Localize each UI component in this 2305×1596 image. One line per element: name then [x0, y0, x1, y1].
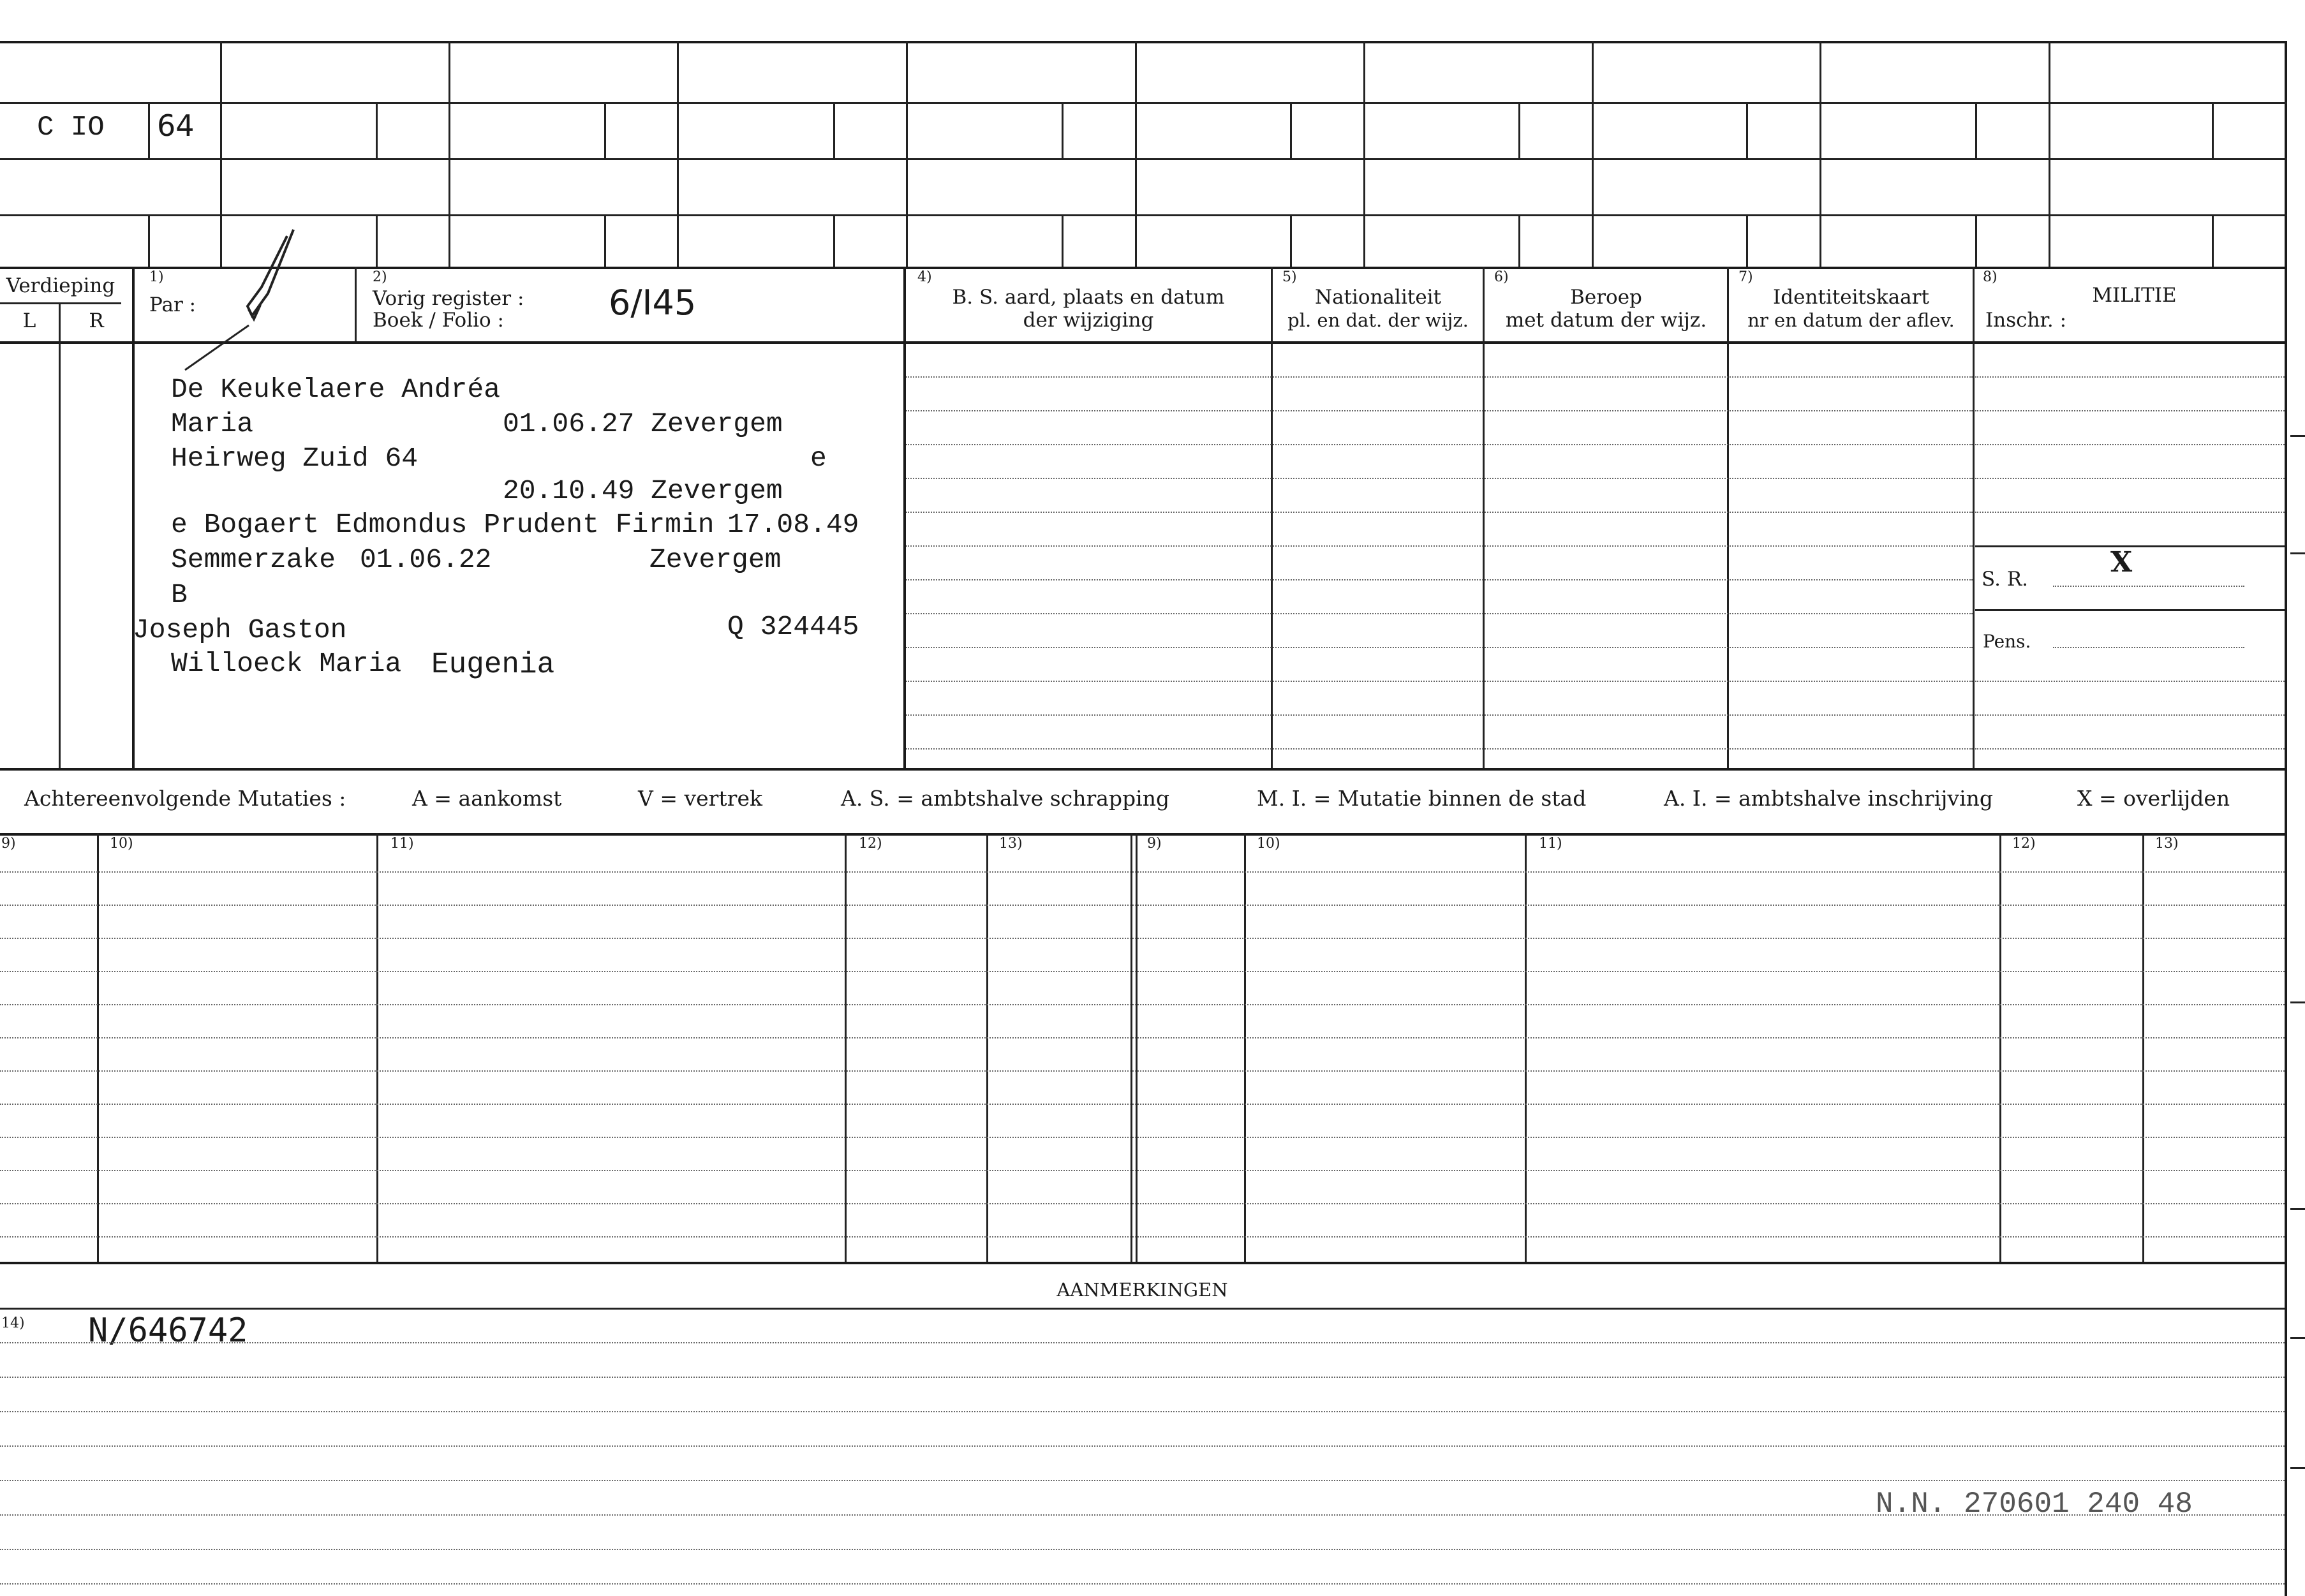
left-label: L: [22, 309, 36, 332]
right-border: [2285, 41, 2287, 1596]
aanmerkingen-header-line: [0, 1308, 2285, 1310]
person-line4: 20.10.49 Zevergem: [503, 475, 783, 506]
person-line2-birth: 01.06.27 Zevergem: [503, 408, 783, 440]
mut-col-12a: 12): [859, 836, 882, 852]
par-label: Par :: [149, 293, 196, 316]
col7-line1: Identiteitskaart: [1773, 286, 1929, 309]
mut-col-13b: 13): [2155, 836, 2179, 852]
person-line6-city: Zevergem: [649, 544, 782, 575]
col2-num: 2): [373, 269, 387, 285]
col6-num: 6): [1494, 269, 1509, 285]
legend-as: A. S. = ambtshalve schrapping: [841, 786, 1170, 811]
aanmerkingen-value: N/646742: [88, 1312, 248, 1350]
legend-mi: M. I. = Mutatie binnen de stad: [1257, 786, 1587, 811]
mut-col-9a: 9): [1, 836, 16, 852]
pens-line: [2053, 647, 2244, 648]
col7-line2: nr en datum der aflev.: [1747, 309, 1955, 331]
mut-col-11a: 11): [390, 836, 414, 852]
col1-num: 1): [149, 269, 164, 285]
vorig-register-label: Vorig register :: [373, 287, 524, 310]
legend-v: V = vertrek: [638, 786, 762, 811]
mut-col-10a: 10): [110, 836, 133, 852]
person-line3-mark: e: [810, 443, 827, 474]
legend-x: X = overlijden: [2077, 786, 2230, 811]
person-line5-name: e Bogaert Edmondus Prudent Firmin: [171, 509, 715, 540]
sr-line: [2053, 586, 2244, 587]
top-number: 64: [157, 108, 195, 143]
col6-line1: Beroep: [1570, 286, 1642, 309]
person-line9-name: Willoeck Maria: [171, 648, 402, 679]
col5-num: 5): [1282, 269, 1297, 285]
national-number: N.N. 270601 240 48: [1876, 1488, 2193, 1521]
person-line2-name: Maria: [171, 408, 254, 440]
col6-line2: met datum der wijz.: [1505, 309, 1707, 332]
mutations-top-line: [0, 833, 2287, 836]
lr-divider: [59, 302, 61, 769]
right-label: R: [89, 309, 104, 332]
mut-col-13a: 13): [999, 836, 1023, 852]
top-grid: [0, 0, 2305, 268]
person-line1: De Keukelaere Andréa: [171, 374, 501, 405]
legend-title: Achtereenvolgende Mutaties :: [24, 786, 346, 811]
col4-line2: der wijziging: [1023, 309, 1154, 332]
mut-col-12b: 12): [2012, 836, 2036, 852]
boek-folio-label: Boek / Folio :: [373, 309, 504, 332]
col7-line: [1727, 267, 1729, 769]
register-value: 6/I45: [609, 283, 697, 323]
pen-sketch: [172, 223, 313, 376]
col6-line: [1483, 267, 1485, 769]
main-bottom-line: [0, 768, 2287, 771]
col4-line: [903, 267, 906, 769]
verdieping-label: Verdieping: [6, 274, 115, 297]
mut-col-11b: 11): [1539, 836, 1562, 852]
legend-ai: A. I. = ambtshalve inschrijving: [1664, 786, 1994, 811]
sr-label: S. R.: [1982, 568, 2029, 591]
col8-line: [1973, 267, 1975, 769]
mut-col-10b: 10): [1257, 836, 1280, 852]
militie-title: MILITIE: [2092, 284, 2177, 307]
person-line3-address: Heirweg Zuid 64: [171, 443, 419, 474]
person-line5-date: 17.08.49: [727, 509, 859, 540]
verdieping-split: [0, 302, 121, 304]
header-bottom-line: [0, 341, 2287, 344]
aanmerkingen-top-line: [0, 1262, 2287, 1264]
col4-num: 4): [917, 269, 932, 285]
person-line6-place: Semmerzake: [171, 544, 336, 575]
col7-num: 7): [1738, 269, 1753, 285]
col8-num: 8): [1983, 269, 1997, 285]
person-line8-code: Q 324445: [727, 611, 859, 642]
col4-line1: B. S. aard, plaats en datum: [952, 286, 1225, 309]
sr-value: X: [2110, 546, 2133, 579]
aanmerkingen-title: AANMERKINGEN: [1056, 1279, 1228, 1301]
pens-label: Pens.: [1983, 631, 2031, 652]
col5-line1: Nationaliteit: [1314, 286, 1442, 309]
header-top-line: [0, 267, 2287, 269]
col2-line: [355, 267, 357, 341]
person-line7: B: [171, 579, 188, 610]
top-code: C IO: [37, 112, 105, 144]
person-line8-name: Joseph Gaston: [133, 614, 347, 646]
col1-line: [132, 267, 135, 769]
person-line9-extra: Eugenia: [431, 648, 555, 681]
aanmerkingen-num: 14): [1, 1315, 25, 1331]
mut-col-9b: 9): [1147, 836, 1162, 852]
person-line6-date: 01.06.22: [360, 544, 492, 575]
col5-line: [1271, 267, 1273, 769]
inschr-label: Inschr. :: [1985, 309, 2067, 332]
col5-line2: pl. en dat. der wijz.: [1287, 309, 1469, 331]
legend-a: A = aankomst: [412, 786, 562, 811]
